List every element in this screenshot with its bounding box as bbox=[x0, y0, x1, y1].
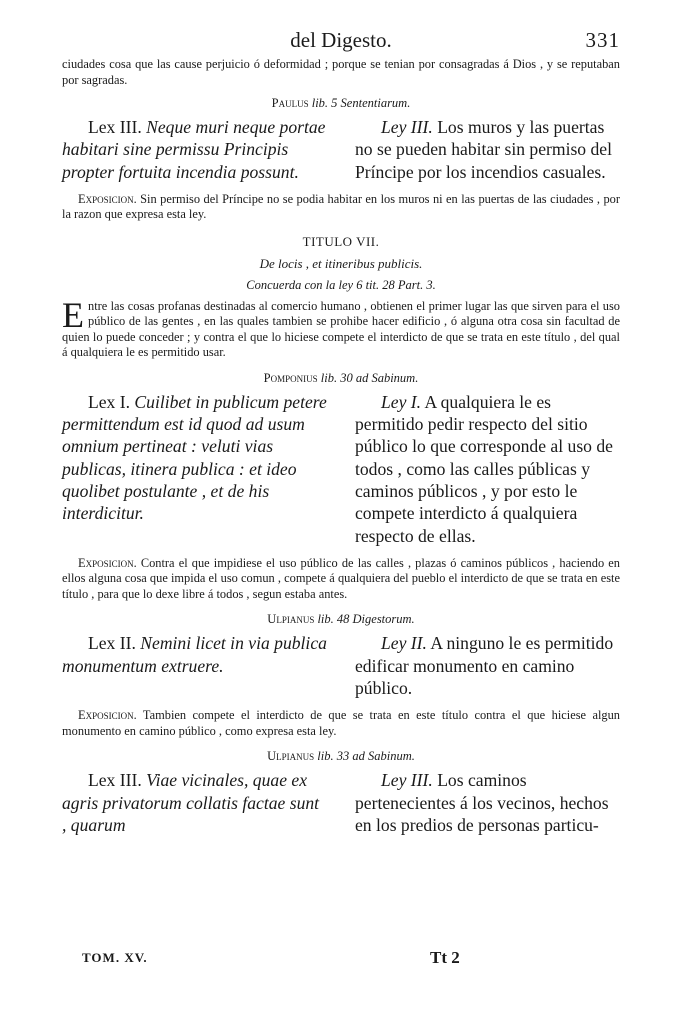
source-work: lib. 33 ad Sabinum. bbox=[317, 749, 415, 764]
spanish-law-label: Ley III. bbox=[381, 117, 433, 137]
latin-column bbox=[62, 116, 327, 183]
source-work: lib. 5 Sententiarum. bbox=[311, 96, 411, 110]
spanish-column bbox=[355, 632, 620, 699]
source-citation bbox=[62, 371, 620, 386]
page bbox=[62, 28, 620, 967]
latin-law-label: Lex II. bbox=[88, 633, 136, 654]
sheet-signature-mark: Tt 2 bbox=[430, 948, 460, 967]
spanish-law-text: A qualquiera le es permitido pedir respecto del sitio público lo que corresponde al uso de todos , como las calles públicas y caminos públicos , y por esto le compete interdicto á qualquiera respecto de ellas. bbox=[355, 391, 613, 546]
exposition-paragraph bbox=[62, 556, 620, 603]
latin-column bbox=[62, 391, 327, 547]
law-parallel-columns bbox=[62, 116, 620, 183]
latin-law-label: Lex I. bbox=[88, 391, 131, 412]
source-work: lib. 48 Digestorum. bbox=[317, 612, 415, 627]
latin-law-text: Nemini licet in via publica monumentum extruere. bbox=[62, 633, 327, 676]
source-work: lib. 30 ad Sabinum. bbox=[320, 370, 419, 385]
source-citation bbox=[62, 749, 620, 764]
source-author: Ulpianus bbox=[267, 612, 315, 627]
title-subtitle: De locis , et itineribus publicis. bbox=[259, 255, 423, 271]
latin-column bbox=[62, 632, 327, 699]
exposition-text: Tambien compete el interdicto de que se trata en este título contra el que hiciese algun monumento en camino público , como expresa esta ley. bbox=[62, 708, 620, 738]
source-author: Pomponius bbox=[263, 370, 318, 385]
exposition-text: Contra el que impidiese el uso público de las calles , plazas ó caminos públicos , haciendo en ellos alguna cosa que impida el uso comun , compete á qualquiera del pueblo el interdicto de que se trata en este título , para que lo dexe libre á todos , segun estaba antes. bbox=[62, 555, 620, 601]
title-introduction bbox=[62, 294, 620, 361]
latin-law-label: Lex III. bbox=[88, 117, 142, 137]
spanish-law-label: Ley I. bbox=[381, 391, 422, 412]
latin-law-text: Viae vicinales, quae ex agris privatorum collatis factae sunt , quarum bbox=[62, 770, 320, 835]
latin-law-text: Neque muri neque portae habitari sine permissu Principis propter fortuita incendia possunt. bbox=[62, 117, 326, 182]
exposition-paragraph bbox=[62, 708, 620, 739]
exposition-label: Exposicion. bbox=[78, 555, 137, 570]
exposition-text: Sin permiso del Príncipe no se podia habitar en los muros ni en las puertas de las ciudades , por la razon que expresa esta ley. bbox=[62, 191, 620, 222]
spanish-column bbox=[355, 391, 620, 547]
exposition-label: Exposicion. bbox=[78, 708, 137, 723]
spanish-law-label: Ley III. bbox=[381, 770, 433, 791]
introduction-text: ntre las cosas profanas destinadas al comercio humano , obtienen el primer lugar las que sirven para el uso público de las gentes , en las quales tambien se prohibe hacer edificio , ó alguna otra cosa sin facultad de quien lo puede conceder ; y contra el que lo hiciese compete el interdicto de que se trata en este título , del qual á qualquiera le es permitido usar. bbox=[62, 298, 620, 360]
latin-column bbox=[62, 769, 327, 836]
spanish-column bbox=[355, 116, 620, 183]
source-author: Paulus bbox=[271, 96, 309, 110]
concordance-note: Concuerda con la ley 6 tit. 28 Part. 3. bbox=[246, 277, 436, 292]
source-author: Ulpianus bbox=[267, 749, 315, 764]
running-title: del Digesto. bbox=[290, 28, 392, 52]
latin-law-text: Cuilibet in publicum petere permittendum est id quod ad usum omnium pertineat : veluti vias publicas, itinera publica : et ideo quolibet postulante , et de his interdicitur. bbox=[62, 391, 327, 524]
spanish-law-text: A ninguno le es permitido edificar monumento en camino público. bbox=[355, 633, 614, 699]
law-parallel-columns bbox=[62, 632, 620, 699]
latin-law-label: Lex III. bbox=[88, 770, 142, 791]
page-number: 331 bbox=[585, 28, 620, 52]
page-footer bbox=[62, 950, 620, 970]
volume-signature: TOM. XV. bbox=[82, 950, 148, 965]
spanish-law-label: Ley II. bbox=[381, 633, 427, 654]
exposition-label: Exposicion. bbox=[78, 191, 137, 206]
law-parallel-columns bbox=[62, 391, 620, 547]
law-parallel-columns bbox=[62, 769, 620, 836]
running-header bbox=[62, 28, 620, 54]
exposition-paragraph bbox=[62, 192, 620, 223]
spanish-law-text: Los caminos pertenecientes á los vecinos, hechos en los predios de personas particu- bbox=[355, 770, 609, 835]
source-citation bbox=[62, 96, 620, 111]
spanish-column bbox=[355, 769, 620, 836]
drop-cap-initial: E bbox=[62, 294, 84, 335]
continuation-paragraph: ciudades cosa que las cause perjuicio ó deformidad ; porque se tenian por consagradas á Dios , y se reputaban por sagradas. bbox=[62, 57, 620, 87]
spanish-law-text: Los muros y las puertas no se pueden habitar sin permiso del Príncipe por los incendios casuales. bbox=[355, 117, 612, 182]
source-citation bbox=[62, 612, 620, 627]
title-heading: TITULO VII. bbox=[302, 233, 380, 249]
